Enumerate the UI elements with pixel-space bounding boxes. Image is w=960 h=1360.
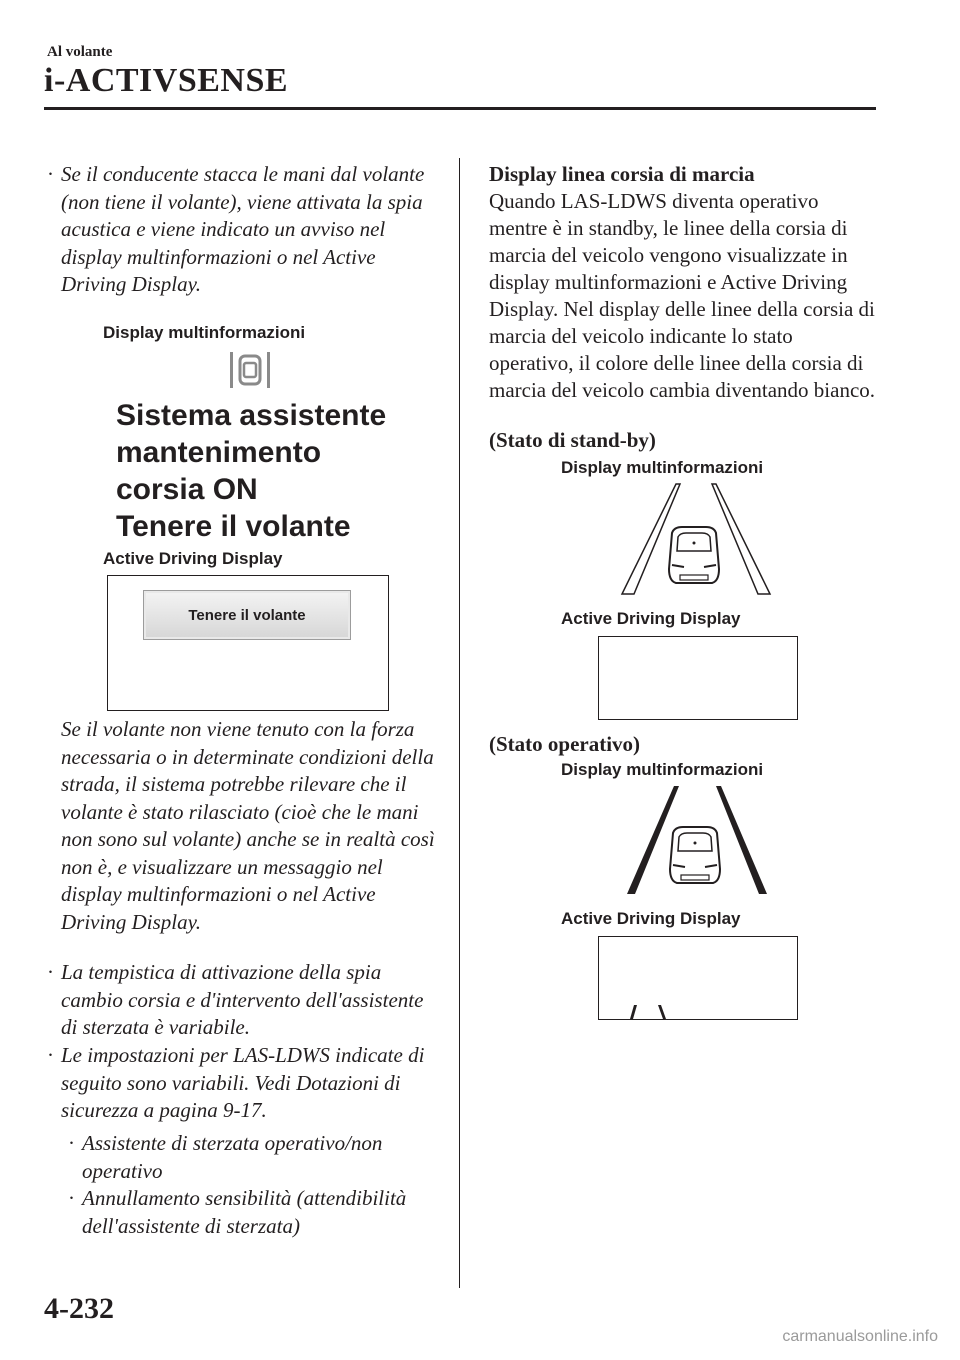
watermark: carmanualsonline.info: [782, 1328, 938, 1345]
adp-lane-lines-icon: [628, 1004, 668, 1025]
page-number: 4-232: [44, 1292, 114, 1325]
lane-keep-icon: [229, 350, 273, 395]
bullet-text: Se il conducente stacca le mani dal volante (non tiene il volante), viene attivata la spia acustica e viene indicato un avviso nel display multinformazioni o nel Active Driving Display.: [61, 162, 425, 296]
message-line: corsia ON: [116, 473, 258, 506]
adp-label: Active Driving Display: [561, 909, 741, 928]
paragraph: Se il volante non viene tenuto con la forza necessaria o in determinate condizioni della strada, il sistema potrebbe rilevare che il volante è stato rilasciato (cioè che le mani non sono sul volante) anche se in realtà così non è, e visualizzare un messaggio nel display multinformazioni o nel Active Driving Display.: [61, 717, 435, 934]
figure-title: (Stato di stand-by): [489, 428, 656, 452]
message-line: Tenere il volante: [116, 510, 351, 543]
lane-lines-operative-graphic: [624, 785, 770, 900]
bullet-item: [47, 161, 442, 299]
message-line: Sistema assistente: [116, 399, 387, 432]
mid-label: Display multinformazioni: [103, 323, 306, 342]
bullet-text: Assistente di sterzata operativo/non operativo: [82, 1131, 383, 1183]
mid-label: Display multinformazioni: [561, 760, 764, 779]
adp-label: Active Driving Display: [561, 609, 741, 628]
page-title: i-ACTIVSENSE: [44, 62, 289, 99]
adp-label: Active Driving Display: [103, 549, 283, 568]
bullet-dot-icon: ·: [68, 1186, 75, 1210]
bullet-text: Le impostazioni per LAS-LDWS indicate di seguito sono variabili. Vedi Dotazioni di sicurezza a pagina 9-17.: [61, 1043, 425, 1122]
lane-lines-standby-graphic: [620, 483, 772, 600]
message-line: mantenimento: [116, 436, 322, 469]
bullet-text: Annullamento sensibilità (attendibilità dell'assistente di sterzata): [82, 1186, 407, 1238]
mid-label: Display multinformazioni: [561, 458, 764, 477]
sub-bullet-item: [68, 1185, 440, 1240]
bullet-text: La tempistica di attivazione della spia cambio corsia e d'intervento dell'assistente di sterzata è variabile.: [61, 960, 424, 1039]
active-driving-display-frame: [598, 636, 798, 720]
bullet-item: [47, 1042, 442, 1125]
paragraph: Quando LAS-LDWS diventa operativo mentre è in standby, le linee della corsia di marcia del veicolo vengono visualizzate in display multinformazioni e Active Driving Display. Nel display delle linee della corsia di marcia del veicolo indicante lo stato operativo, il colore delle linee della corsia di marcia del veicolo cambia diventando bianco.: [489, 189, 876, 402]
section-heading: Display linea corsia di marcia: [489, 162, 755, 186]
figure-title: (Stato operativo): [489, 732, 641, 756]
breadcrumb: Al volante: [47, 44, 113, 60]
car-icon: [670, 827, 720, 883]
bullet-dot-icon: ·: [68, 1131, 75, 1155]
header-divider: [44, 107, 876, 110]
column-divider: [459, 158, 460, 1288]
bullet-dot-icon: ·: [47, 1043, 54, 1067]
bullet-dot-icon: ·: [47, 960, 54, 984]
bullet-dot-icon: ·: [47, 162, 54, 186]
sub-bullet-item: [68, 1130, 440, 1185]
mid-warning-message: [116, 397, 386, 545]
car-icon: [669, 527, 719, 583]
adp-warning-banner: Tenere il volante: [143, 590, 351, 640]
bullet-item: [47, 959, 442, 1042]
